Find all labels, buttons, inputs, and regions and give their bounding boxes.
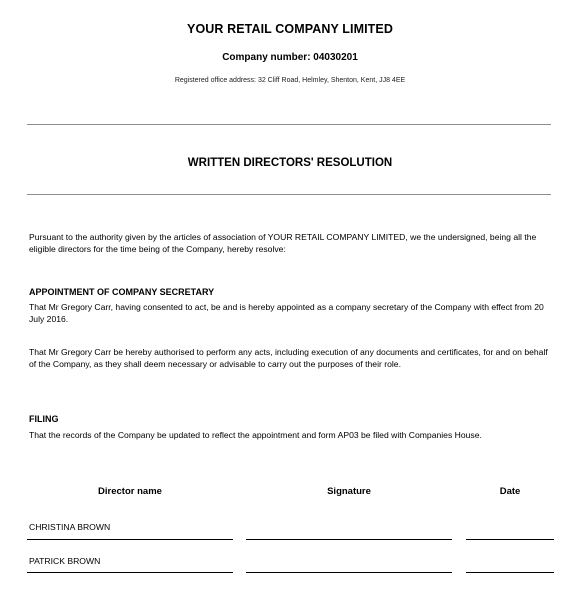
company-number: Company number: 04030201 [222, 52, 358, 63]
director-name-header: Director name [98, 486, 162, 497]
company-name: YOUR RETAIL COMPANY LIMITED [187, 22, 393, 36]
director-name-line [27, 572, 233, 573]
date-line[interactable] [466, 539, 554, 540]
signature-header: Signature [327, 486, 371, 497]
authorisation-paragraph: That Mr Gregory Carr be hereby authorised to perform any acts, including execution of any documents and certificates, for and on behalf of the Company, as they shall deem necessary or advisable to carry out the purposes of their role. [29, 347, 548, 369]
date-header: Date [499, 486, 521, 497]
filing-heading: FILING [29, 414, 59, 424]
registered-office-address: Registered office address: 32 Cliff Road, Helmley, Shenton, Kent, JJ8 4EE [174, 77, 406, 84]
director-name-christina-brown: CHRISTINA BROWN [29, 522, 111, 532]
signature-line[interactable] [246, 539, 452, 540]
date-line[interactable] [466, 572, 554, 573]
signature-line[interactable] [246, 572, 452, 573]
header-divider-bottom [27, 194, 551, 195]
director-name-patrick-brown: PATRICK BROWN [29, 556, 101, 566]
appointment-paragraph: That Mr Gregory Carr, having consented to act, be and is hereby appointed as a company secretary of the Company with effect from 20 July 2016. [29, 302, 544, 324]
header-divider-top [27, 124, 551, 125]
director-name-line [27, 539, 233, 540]
appointment-heading: APPOINTMENT OF COMPANY SECRETARY [29, 287, 215, 297]
filing-paragraph: That the records of the Company be updated to reflect the appointment and form AP03 be filed with Companies House. [29, 430, 482, 440]
intro-paragraph: Pursuant to the authority given by the articles of association of YOUR RETAIL COMPANY LIMITED, we the undersigned, being all the eligible directors for the time being of the Company, hereby resolve: [29, 232, 537, 254]
document-title: WRITTEN DIRECTORS' RESOLUTION [187, 157, 393, 169]
